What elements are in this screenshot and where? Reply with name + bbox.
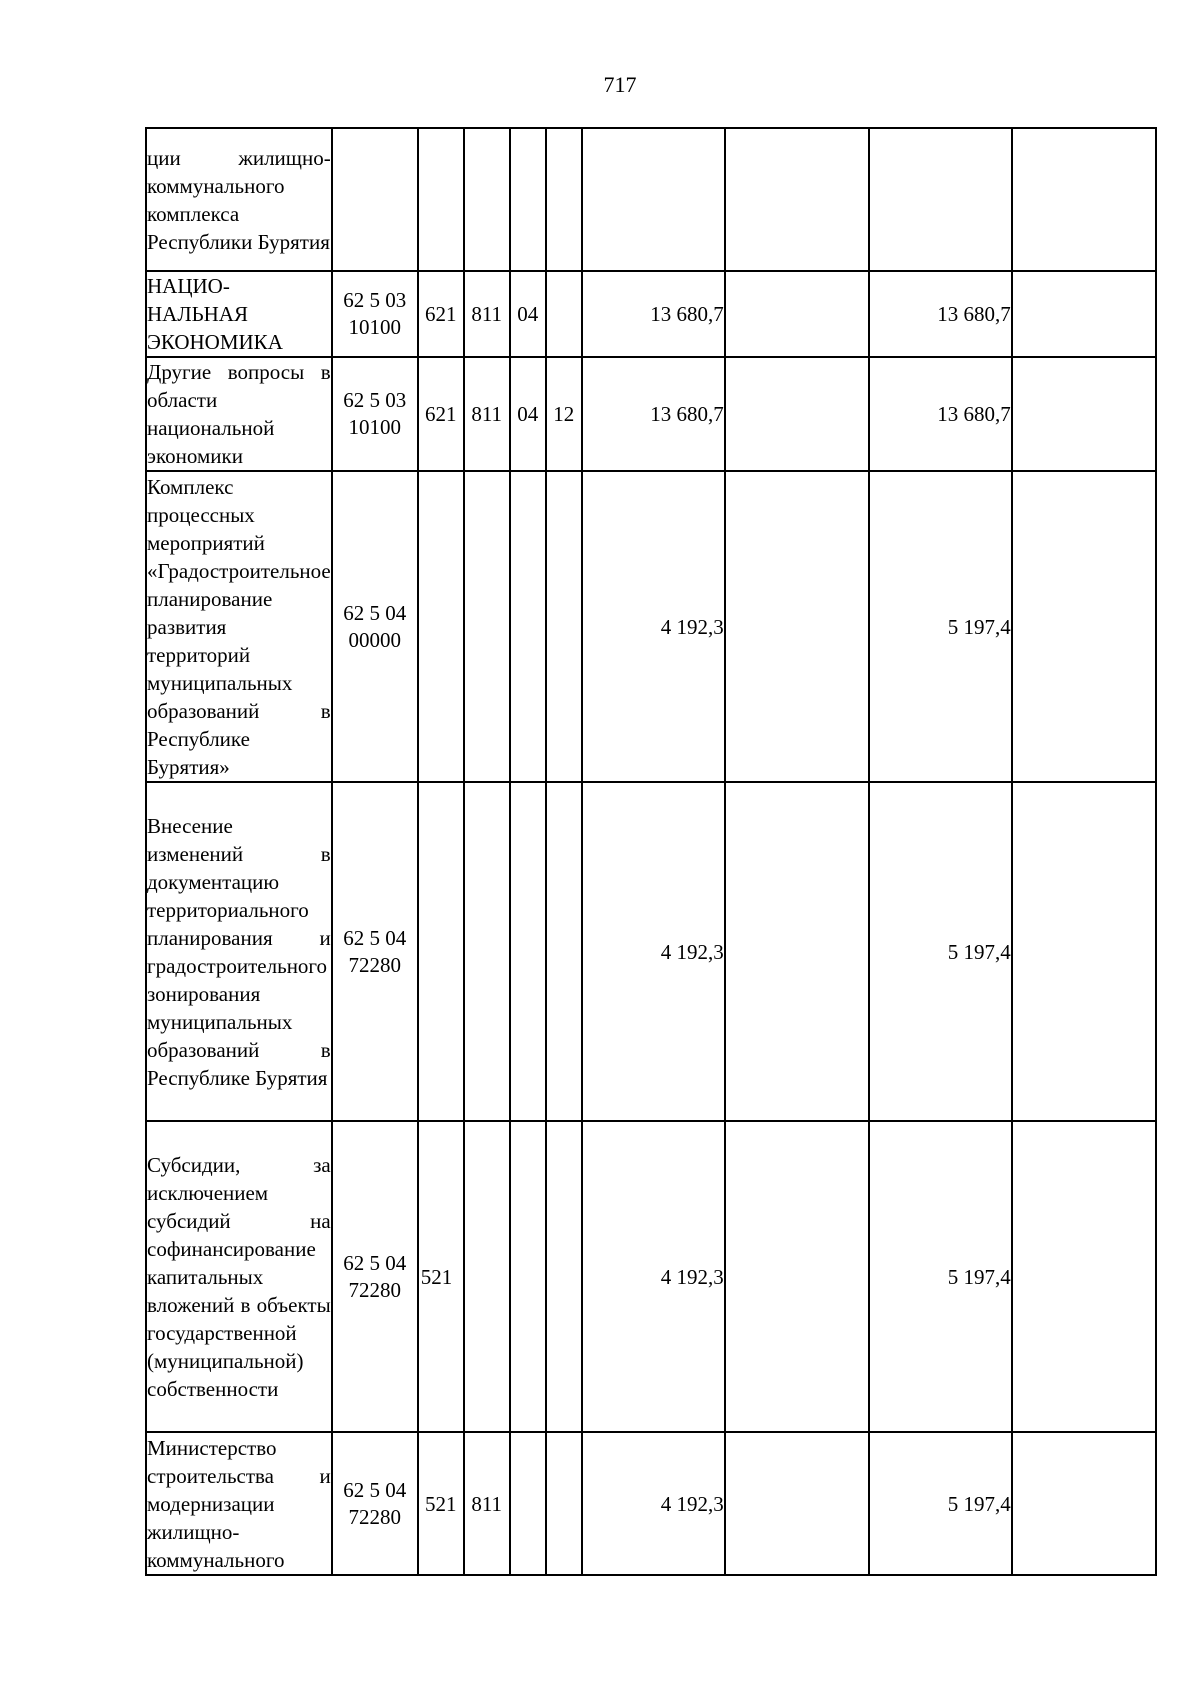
table-row xyxy=(146,782,1156,1121)
row-sum-2: 5 197,4 xyxy=(869,1121,1012,1432)
row-sum-1: 13 680,7 xyxy=(582,357,725,471)
row-rz xyxy=(510,471,546,782)
table-row xyxy=(146,128,1156,271)
row-csr: 62 5 04 72280 xyxy=(332,782,418,1121)
row-sum-1 xyxy=(582,128,725,271)
row-sum-2: 5 197,4 xyxy=(869,782,1012,1121)
row-sum-2: 13 680,7 xyxy=(869,271,1012,357)
row-sum-1b xyxy=(725,1121,869,1432)
row-rz: 04 xyxy=(510,357,546,471)
row-sum-2b xyxy=(1012,471,1156,782)
row-sum-1b xyxy=(725,128,869,271)
row-vr xyxy=(418,128,464,271)
row-sum-1b xyxy=(725,271,869,357)
row-grbs xyxy=(464,128,510,271)
row-name: Внесение изменений в документацию территориального планирования и градостроительного зонирования муниципальных образований в Республике Бурятия xyxy=(146,782,332,1121)
row-sum-2: 13 680,7 xyxy=(869,357,1012,471)
row-pr xyxy=(546,1432,582,1575)
row-sum-1: 13 680,7 xyxy=(582,271,725,357)
row-sum-1: 4 192,3 xyxy=(582,471,725,782)
row-csr: 62 5 04 72280 xyxy=(332,1432,418,1575)
row-grbs xyxy=(464,782,510,1121)
row-pr: 12 xyxy=(546,357,582,471)
row-sum-2: 5 197,4 xyxy=(869,1432,1012,1575)
row-sum-2 xyxy=(869,128,1012,271)
row-vr: 621 xyxy=(418,271,464,357)
row-rz xyxy=(510,1432,546,1575)
page-number: 717 xyxy=(603,72,637,97)
row-name: Министерство строительства и модернизации жилищно-коммунального xyxy=(146,1432,332,1575)
row-sum-2b xyxy=(1012,357,1156,471)
row-vr: 621 xyxy=(418,357,464,471)
row-sum-1: 4 192,3 xyxy=(582,1432,725,1575)
row-grbs: 811 xyxy=(464,271,510,357)
row-name: Субсидии, за исключением субсидий на софинансирование капитальных вложений в объекты государственной (муниципальной) собственности xyxy=(146,1121,332,1432)
row-grbs: 811 xyxy=(464,1432,510,1575)
row-vr xyxy=(418,471,464,782)
row-rz xyxy=(510,1121,546,1432)
row-sum-1b xyxy=(725,471,869,782)
table-row xyxy=(146,357,1156,471)
table-row xyxy=(146,1121,1156,1432)
row-pr xyxy=(546,471,582,782)
row-csr: 62 5 04 00000 xyxy=(332,471,418,782)
row-grbs xyxy=(464,1121,510,1432)
row-pr xyxy=(546,128,582,271)
row-sum-2: 5 197,4 xyxy=(869,471,1012,782)
row-pr xyxy=(546,1121,582,1432)
row-name: Комплекс процессных мероприятий «Градостроительное планирование развития территорий муниципальных образований в Республике Бурятия» xyxy=(146,471,332,782)
table-row xyxy=(146,271,1156,357)
row-sum-2b xyxy=(1012,271,1156,357)
row-name: ции жилищно-коммунального комплекса Республики Бурятия xyxy=(146,128,332,271)
row-pr xyxy=(546,782,582,1121)
row-grbs: 811 xyxy=(464,357,510,471)
row-sum-2b xyxy=(1012,782,1156,1121)
row-grbs xyxy=(464,471,510,782)
row-sum-1: 4 192,3 xyxy=(582,782,725,1121)
budget-table xyxy=(145,127,1157,1576)
row-vr xyxy=(418,782,464,1121)
row-csr: 62 5 04 72280 xyxy=(332,1121,418,1432)
row-rz xyxy=(510,782,546,1121)
row-sum-1: 4 192,3 xyxy=(582,1121,725,1432)
row-pr xyxy=(546,271,582,357)
row-csr: 62 5 03 10100 xyxy=(332,357,418,471)
row-sum-1b xyxy=(725,357,869,471)
row-name: НАЦИО-НАЛЬНАЯ ЭКОНОМИКА xyxy=(146,271,332,357)
row-rz xyxy=(510,128,546,271)
table-row xyxy=(146,1432,1156,1575)
row-rz: 04 xyxy=(510,271,546,357)
row-vr: 521 xyxy=(418,1121,464,1432)
table-row xyxy=(146,471,1156,782)
row-sum-2b xyxy=(1012,1121,1156,1432)
row-csr: 62 5 03 10100 xyxy=(332,271,418,357)
row-name: Другие вопросы в области национальной экономики xyxy=(146,357,332,471)
row-sum-2b xyxy=(1012,1432,1156,1575)
row-sum-2b xyxy=(1012,128,1156,271)
row-sum-1b xyxy=(725,782,869,1121)
row-sum-1b xyxy=(725,1432,869,1575)
row-csr xyxy=(332,128,418,271)
row-vr: 521 xyxy=(418,1432,464,1575)
